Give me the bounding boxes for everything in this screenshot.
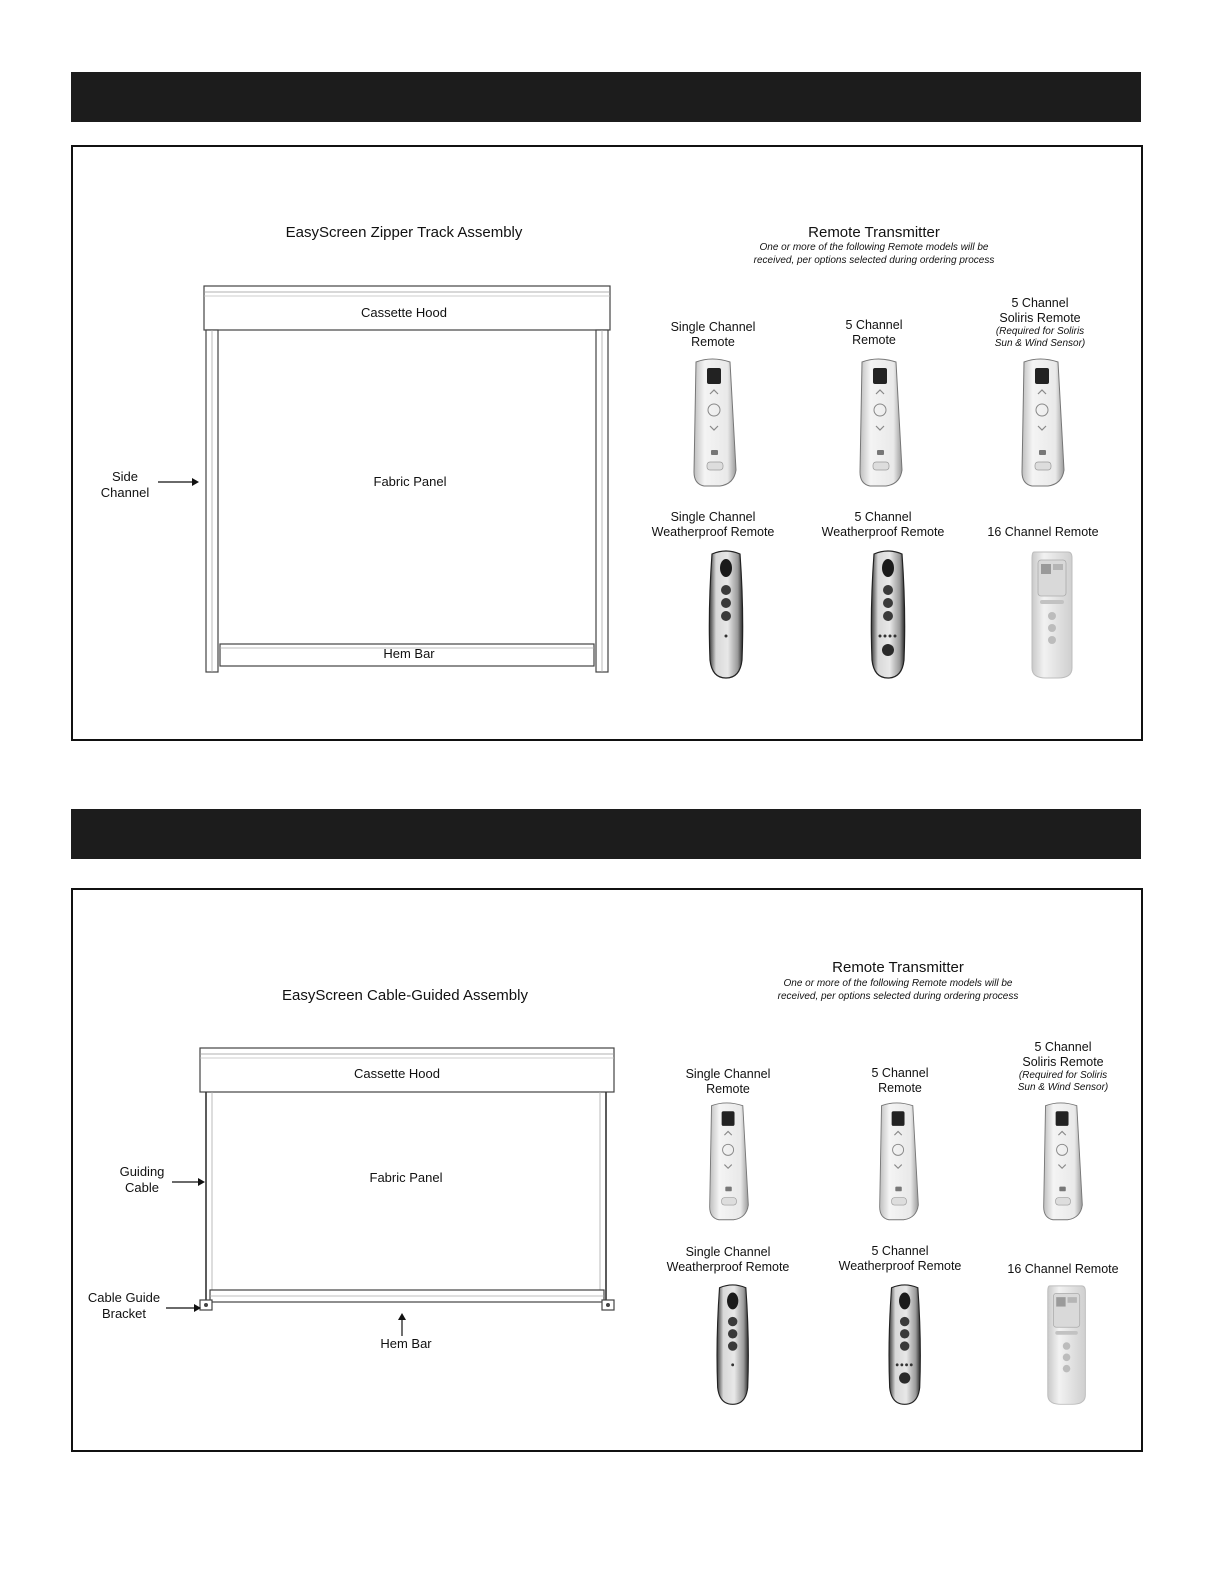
16-channel-remote-icon-2 (1044, 1284, 1094, 1408)
single-channel-remote-icon (690, 358, 740, 488)
single-channel-weatherproof-remote-icon-2 (712, 1284, 758, 1408)
assembly-title-cable: EasyScreen Cable-Guided Assembly (282, 987, 528, 1004)
cassette-hood-label: Cassette Hood (361, 305, 447, 320)
assembly-title: EasyScreen Zipper Track Assembly (285, 224, 523, 241)
single-channel-weatherproof-remote-icon (704, 550, 750, 680)
remote-label-5-channel-weatherproof: 5 Channel Weatherproof Remote (821, 510, 945, 539)
side-channel-label: Side Channel (100, 469, 150, 500)
remote-transmitter-subtitle-2: One or more of the following Remote models will be received, per options selected during ordering process (777, 978, 1019, 1002)
guiding-cable-label: Guiding Cable (119, 1164, 165, 1195)
remote-label-16-channel-2: 16 Channel Remote (1007, 1262, 1119, 1276)
5-channel-soliris-remote-icon-2 (1040, 1102, 1090, 1222)
remote-label-5-channel-soliris-2: 5 Channel Soliris Remote (Required for Soliris Sun & Wind Sensor) (1017, 1040, 1109, 1093)
16-channel-remote-icon (1028, 550, 1078, 680)
cable-guide-bracket-label: Cable Guide Bracket (87, 1290, 161, 1321)
remote-label-single-channel: Single Channel Remote (670, 320, 756, 349)
remote-transmitter-subtitle: One or more of the following Remote models will be received, per options selected during ordering process (753, 242, 995, 266)
5-channel-remote-icon-2 (876, 1102, 926, 1222)
fabric-panel-label: Fabric Panel (373, 474, 447, 489)
section-header-bar-2 (71, 809, 1141, 859)
remote-label-5-channel-weatherproof-2: 5 Channel Weatherproof Remote (838, 1244, 962, 1273)
section-header-bar-1 (71, 72, 1141, 122)
remote-transmitter-title-2: Remote Transmitter (832, 959, 964, 976)
side-channel-arrow-icon (158, 476, 200, 488)
hem-bar-label-cable: Hem Bar (380, 1336, 432, 1351)
remote-label-5-channel-2: 5 Channel Remote (871, 1066, 929, 1095)
remote-label-5-channel-soliris: 5 Channel Soliris Remote (Required for Soliris Sun & Wind Sensor) (994, 296, 1086, 349)
hem-bar-label: Hem Bar (383, 646, 435, 661)
cable-guide-bracket-arrow-icon (166, 1302, 202, 1314)
guiding-cable-arrow-icon (172, 1176, 206, 1188)
hem-bar-arrow-icon (396, 1312, 408, 1336)
5-channel-weatherproof-remote-icon-2 (884, 1284, 930, 1408)
remote-transmitter-title: Remote Transmitter (808, 224, 940, 241)
remote-label-single-channel-weatherproof: Single Channel Weatherproof Remote (651, 510, 775, 539)
remote-label-16-channel: 16 Channel Remote (987, 525, 1099, 539)
5-channel-soliris-remote-icon (1018, 358, 1068, 488)
remote-label-single-channel-weatherproof-2: Single Channel Weatherproof Remote (666, 1245, 790, 1274)
5-channel-weatherproof-remote-icon (866, 550, 912, 680)
fabric-panel-label-cable: Fabric Panel (369, 1170, 443, 1185)
cassette-hood-label-cable: Cassette Hood (354, 1066, 440, 1081)
single-channel-remote-icon-2 (706, 1102, 756, 1222)
remote-label-single-channel-2: Single Channel Remote (685, 1067, 771, 1096)
5-channel-remote-icon (856, 358, 906, 488)
remote-label-5-channel: 5 Channel Remote (845, 318, 903, 347)
